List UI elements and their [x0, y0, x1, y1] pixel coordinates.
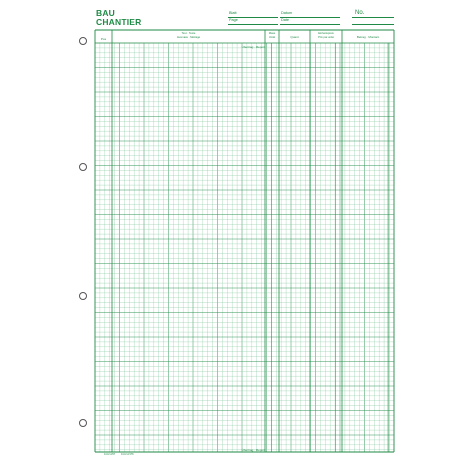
- grid-lines: [95, 43, 394, 452]
- label-blatt: Blatt: [229, 11, 237, 15]
- col-header-price-2: Prix par unité: [318, 36, 334, 39]
- title-chantier: CHANTIER: [96, 17, 142, 27]
- blatt-underline: [228, 17, 278, 18]
- label-datum: Datum: [281, 11, 293, 15]
- col-header-unit-1: Mass: [268, 32, 276, 35]
- col-header-text-1: Text · Texte: [181, 32, 196, 35]
- footer-code-fr: 1/AU 2/176: [121, 453, 134, 456]
- punch-hole-lower: [79, 292, 87, 300]
- number-underline: [352, 17, 394, 18]
- carry-over-top: Übertrag · Report: [241, 45, 265, 49]
- datum-underline: [280, 17, 340, 18]
- number-underline-2: [352, 24, 394, 25]
- label-page: Page: [229, 17, 238, 22]
- label-number: No.: [355, 10, 365, 16]
- col-header-amount: Betrag · Montant: [356, 35, 380, 39]
- title-bau: BAU: [96, 8, 116, 18]
- date-underline: [280, 24, 340, 25]
- carry-over-bottom: Übertrag · Report: [241, 448, 265, 452]
- punch-hole-top: [79, 37, 87, 45]
- page-underline: [228, 24, 278, 25]
- label-date: Date: [281, 17, 290, 22]
- table-frame: [95, 30, 394, 452]
- footer-code-de: 1/AU 2/67: [104, 453, 116, 456]
- col-header-quant: Quant: [290, 35, 299, 39]
- col-header-text-2: Ausmass · Métrage: [176, 36, 201, 39]
- col-header-pos: Pos: [100, 37, 107, 41]
- punch-hole-middle: [79, 163, 87, 171]
- col-header-price-1: Einheitspreis: [318, 32, 334, 35]
- punch-hole-bottom: [79, 419, 87, 427]
- col-header-unit-2: Unité: [268, 36, 276, 39]
